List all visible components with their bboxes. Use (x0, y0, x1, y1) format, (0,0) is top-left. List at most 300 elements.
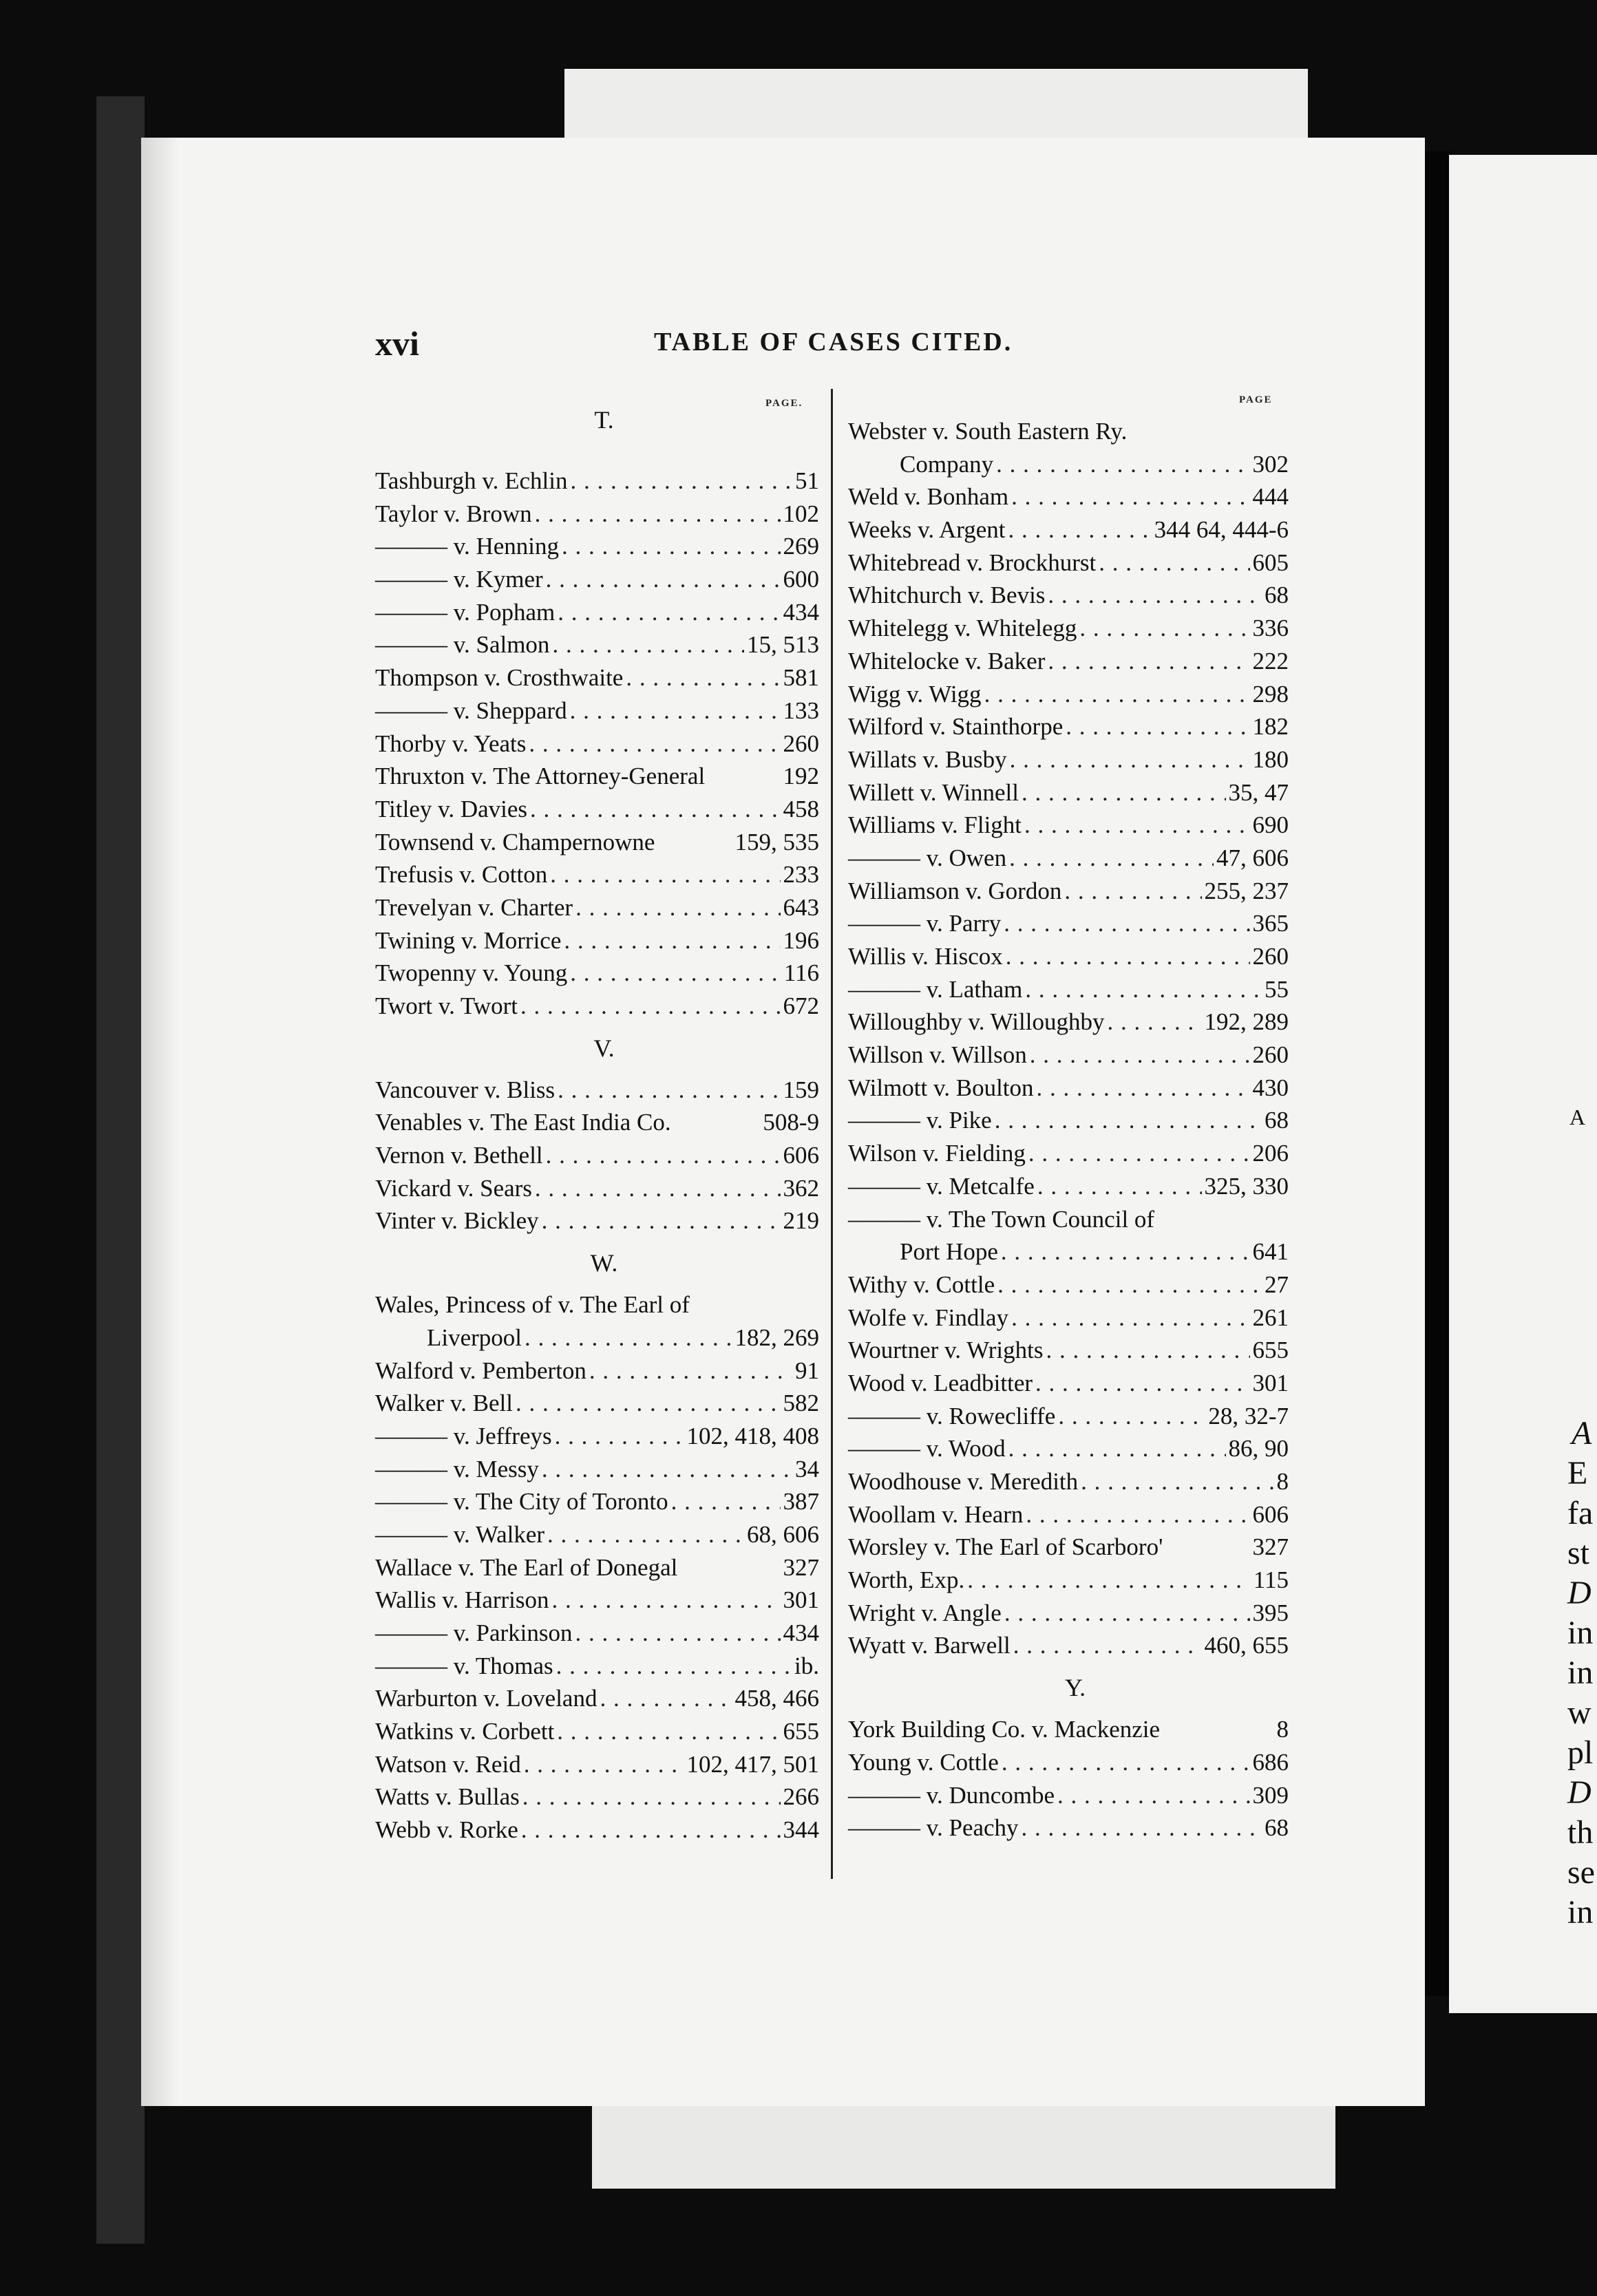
dot-leader (1107, 1006, 1201, 1039)
case-entry (375, 1420, 819, 1453)
case-name: Woollam v. Hearn (848, 1500, 1024, 1528)
case-name: ——— v. Owen (848, 844, 1007, 871)
case-page-ref: 91 (795, 1357, 819, 1384)
case-entry (375, 1354, 819, 1388)
case-entry (848, 678, 1289, 711)
case-page-ref: 643 (783, 893, 819, 921)
case-name: Thompson v. Crosthwaite (375, 664, 624, 692)
case-entry (375, 1518, 819, 1551)
case-name: Weld v. Bonham (848, 483, 1009, 511)
dot-leader (535, 498, 781, 531)
case-entry (375, 1139, 819, 1172)
case-page-ref: 269 (783, 533, 819, 560)
case-page-ref: ib. (794, 1652, 819, 1679)
case-name: Wilmott v. Boulton (848, 1074, 1034, 1101)
dot-leader (1004, 907, 1249, 940)
case-name: ——— v. Peachy (848, 1814, 1019, 1842)
case-entry (375, 498, 819, 531)
case-name: Worth, Exp. (848, 1566, 965, 1594)
dot-leader (967, 1564, 1251, 1597)
dot-leader (1099, 546, 1249, 580)
case-entry (848, 1779, 1289, 1812)
dot-leader (1004, 1597, 1250, 1630)
case-name: ——— v. Metcalfe (848, 1172, 1035, 1200)
dot-leader (1010, 743, 1250, 776)
dot-leader (1048, 579, 1262, 612)
facing-page-letter: E (1567, 1455, 1588, 1491)
case-page-ref: 600 (783, 566, 819, 593)
case-entry (848, 1432, 1289, 1465)
case-name: Wilford v. Stainthorpe (848, 713, 1064, 741)
case-entry (375, 1682, 819, 1715)
facing-page-letter: D (1567, 1575, 1591, 1611)
case-entry (375, 530, 819, 563)
case-name: Wallace v. The Earl of Donegal (375, 1553, 678, 1581)
case-page-ref: 309 (1252, 1781, 1289, 1809)
dot-leader (522, 1781, 781, 1814)
case-name: York Building Co. v. Mackenzie (848, 1716, 1161, 1743)
case-name: Webster v. South Eastern Ry. (848, 418, 1128, 445)
dot-leader (1048, 645, 1249, 678)
case-page-ref: 581 (783, 664, 819, 692)
dot-leader (995, 1104, 1262, 1137)
dot-leader (575, 1617, 780, 1650)
left-case-column (375, 399, 819, 1847)
case-page-ref: 102, 418, 408 (686, 1422, 819, 1449)
case-name: Company (900, 450, 994, 478)
facing-page (1449, 155, 1597, 2013)
dot-leader (1079, 612, 1249, 645)
case-name: Woodhouse v. Meredith (848, 1468, 1079, 1495)
dot-leader (1006, 940, 1250, 973)
case-entry (848, 1811, 1289, 1845)
case-page-ref: 606 (783, 1142, 819, 1169)
dot-leader (1002, 1746, 1250, 1779)
case-page-ref: 219 (783, 1207, 819, 1235)
case-entry (848, 1465, 1289, 1498)
case-page-ref: 690 (1252, 811, 1289, 839)
case-name: Young v. Cottle (848, 1748, 999, 1776)
case-entry (375, 1814, 819, 1847)
section-letter: W. (590, 1249, 618, 1277)
case-page-ref: 327 (783, 1553, 819, 1581)
dot-leader (552, 1584, 781, 1617)
facing-page-letter: A (1572, 1415, 1592, 1452)
case-name: Willson v. Willson (848, 1041, 1027, 1069)
case-entry (375, 694, 819, 727)
case-page-ref: 686 (1252, 1748, 1289, 1776)
case-name: Willis v. Hiscox (848, 943, 1003, 970)
case-page-ref: 133 (783, 697, 819, 724)
case-page-ref: 672 (783, 992, 819, 1019)
case-page-ref: 458 (783, 795, 819, 822)
case-entry (848, 809, 1289, 842)
case-page-ref: 605 (1252, 549, 1289, 576)
dot-leader (562, 530, 780, 563)
dot-leader (1013, 1629, 1202, 1662)
case-name: Taylor v. Brown (375, 500, 532, 527)
case-page-ref: 182 (1252, 713, 1289, 741)
case-page-ref: 434 (783, 1619, 819, 1646)
dot-leader (570, 694, 781, 727)
case-entry (848, 1746, 1289, 1779)
case-entry (375, 760, 819, 793)
case-page-ref: 344 (783, 1816, 819, 1844)
case-page-ref: 606 (1252, 1500, 1289, 1528)
case-entry (848, 842, 1289, 875)
case-page-ref: 34 (795, 1455, 819, 1482)
case-page-ref: 102 (783, 500, 819, 527)
dot-leader (1064, 875, 1201, 908)
dot-leader (550, 858, 780, 891)
case-name: ——— v. Sheppard (375, 697, 567, 724)
case-name: Wallis v. Harrison (375, 1586, 549, 1614)
facing-page-letter: A (1569, 1105, 1586, 1129)
case-name: Trefusis v. Cotton (375, 861, 548, 889)
case-name: Twort v. Twort (375, 992, 518, 1019)
dot-leader (570, 957, 781, 990)
case-page-ref: 641 (1252, 1238, 1289, 1266)
case-name: Williams v. Flight (848, 811, 1022, 839)
case-page-ref: 260 (1252, 943, 1289, 970)
case-entry (848, 645, 1289, 678)
facing-page-letter: fa (1567, 1495, 1594, 1531)
case-page-ref: 102, 417, 501 (686, 1750, 819, 1778)
case-name: Thruxton v. The Attorney-General (375, 763, 706, 790)
case-page-ref: 233 (783, 861, 819, 889)
case-name: Trevelyan v. Charter (375, 893, 573, 921)
case-page-ref: 336 (1252, 615, 1289, 642)
right-case-column (848, 415, 1289, 1845)
case-page-ref: 35, 47 (1228, 778, 1289, 806)
case-entry (848, 1039, 1289, 1072)
case-entry (848, 415, 1289, 448)
case-name: Williamson v. Gordon (848, 877, 1062, 904)
case-page-ref: 260 (783, 730, 819, 757)
case-page-ref: 159, 535 (734, 828, 819, 855)
case-entry (375, 596, 819, 629)
case-page-ref: 655 (783, 1718, 819, 1745)
dot-leader (564, 924, 780, 957)
case-page-ref: 395 (1252, 1599, 1289, 1626)
case-name: ——— v. Latham (848, 975, 1023, 1003)
case-page-ref: 261 (1252, 1304, 1289, 1331)
case-page-ref: 222 (1252, 647, 1289, 674)
case-page-ref: 68 (1265, 1107, 1289, 1134)
case-page-ref: 444 (1252, 483, 1289, 511)
case-page-ref: 508-9 (763, 1109, 819, 1136)
case-entry (375, 1387, 819, 1420)
case-page-ref: 192, 289 (1204, 1008, 1289, 1036)
dot-leader (546, 563, 781, 596)
case-entry (375, 1748, 819, 1781)
section-letter: Y. (1064, 1674, 1086, 1702)
page-title: TABLE OF CASES CITED. (654, 328, 1013, 357)
case-page-ref: 68, 606 (747, 1520, 819, 1548)
dot-leader (570, 465, 792, 498)
case-entry (848, 1268, 1289, 1301)
case-entry (848, 1334, 1289, 1367)
case-page-ref: 301 (1252, 1369, 1289, 1396)
case-page-ref: 655 (1252, 1337, 1289, 1364)
case-entry (848, 1170, 1289, 1203)
case-name: ——— v. Duncombe (848, 1781, 1055, 1809)
case-entry (375, 661, 819, 694)
case-entry (375, 1781, 819, 1814)
case-name: Titley v. Davies (375, 795, 528, 822)
case-entry (375, 1617, 819, 1650)
case-name: Willett v. Winnell (848, 778, 1019, 806)
dot-leader (558, 1074, 780, 1107)
case-entry (848, 1104, 1289, 1137)
case-page-ref: 8 (1276, 1468, 1289, 1495)
case-name: ——— v. Pike (848, 1107, 992, 1134)
dot-leader (530, 793, 780, 826)
case-name: Walker v. Bell (375, 1390, 513, 1417)
case-entry (375, 465, 819, 498)
page-column-label: PAGE (1239, 394, 1273, 405)
case-entry (848, 776, 1289, 809)
dot-leader (1046, 1334, 1250, 1367)
case-name: Tashburgh v. Echlin (375, 467, 568, 494)
case-entry (848, 1301, 1289, 1335)
dot-leader (1028, 1137, 1250, 1170)
case-name: Vancouver v. Bliss (375, 1076, 556, 1103)
case-entry (375, 1172, 819, 1205)
section-letter: V. (593, 1034, 615, 1062)
case-name: Wilson v. Fielding (848, 1140, 1026, 1167)
case-page-ref: 192 (783, 763, 819, 790)
dot-leader (575, 891, 780, 924)
case-name: Wyatt v. Barwell (848, 1632, 1011, 1659)
case-page-ref: 460, 655 (1204, 1632, 1289, 1659)
dot-leader (535, 1172, 781, 1205)
dot-leader (1001, 1235, 1250, 1268)
case-name: ——— v. Salmon (375, 631, 550, 659)
case-entry (848, 612, 1289, 645)
case-entry (375, 826, 819, 859)
case-page-ref: 116 (783, 959, 819, 987)
case-entry (375, 1074, 819, 1107)
case-page-ref: 325, 330 (1204, 1172, 1289, 1200)
case-entry (375, 1551, 819, 1584)
case-page-ref: 327 (1252, 1533, 1289, 1561)
dot-leader (1081, 1465, 1273, 1498)
case-name: Wood v. Leadbitter (848, 1369, 1033, 1396)
dot-leader (529, 727, 780, 761)
facing-page-letter: st (1567, 1535, 1590, 1571)
dot-leader (1025, 973, 1262, 1006)
case-entry (848, 1400, 1289, 1433)
dot-leader (1009, 842, 1214, 875)
dot-leader (525, 1321, 732, 1354)
case-name: Twining v. Morrice (375, 926, 562, 954)
case-page-ref: 387 (783, 1488, 819, 1516)
case-entry (375, 891, 819, 924)
case-name: Whitchurch v. Bevis (848, 582, 1046, 609)
case-page-ref: 344 64, 444-6 (1154, 516, 1289, 544)
case-name: ——— v. Henning (375, 533, 560, 560)
case-page-ref: 68 (1265, 1814, 1289, 1842)
case-entry (375, 1584, 819, 1617)
dot-leader (589, 1354, 792, 1388)
column-divider (831, 389, 833, 1879)
case-entry (375, 1485, 819, 1518)
dot-leader (556, 1650, 792, 1683)
dot-leader (1008, 1432, 1226, 1465)
dot-leader (1008, 513, 1152, 546)
facing-page-letter: th (1567, 1814, 1594, 1851)
dot-leader (555, 1420, 684, 1453)
case-entry (375, 1715, 819, 1748)
dot-leader (557, 1715, 780, 1748)
dot-leader (996, 448, 1249, 481)
dot-leader (546, 1139, 781, 1172)
case-entry (375, 1453, 819, 1486)
case-page-ref: 434 (783, 598, 819, 626)
dot-leader (1035, 1367, 1249, 1400)
facing-page-letter: pl (1567, 1734, 1594, 1771)
case-page-ref: 15, 513 (747, 631, 819, 659)
dot-leader (1058, 1400, 1205, 1433)
case-page-ref: 8 (1276, 1716, 1289, 1743)
case-name: Worsley v. The Earl of Scarboro' (848, 1533, 1163, 1561)
case-entry (848, 1629, 1289, 1662)
dot-leader (1022, 776, 1226, 809)
case-name: Wigg v. Wigg (848, 680, 982, 708)
case-name: Watson v. Reid (375, 1750, 521, 1778)
facing-page-letter: D (1567, 1774, 1591, 1811)
dot-leader (1011, 480, 1249, 513)
dot-leader (547, 1518, 744, 1551)
case-page-ref: 159 (783, 1076, 819, 1103)
case-name: ——— v. The Town Council of (848, 1205, 1155, 1233)
case-name: Wales, Princess of v. The Earl of (375, 1291, 690, 1319)
case-name: Watkins v. Corbett (375, 1718, 555, 1745)
case-page-ref: 115 (1253, 1566, 1289, 1594)
case-entry (848, 1564, 1289, 1597)
case-entry (375, 1321, 819, 1354)
case-name: Wourtner v. Wrights (848, 1337, 1044, 1364)
case-page-ref: 298 (1252, 680, 1289, 708)
case-name: Vinter v. Bickley (375, 1207, 539, 1235)
case-entry (375, 1288, 819, 1321)
case-name: ——— v. Messy (375, 1455, 539, 1482)
scan-background-strip (592, 2092, 1335, 2189)
case-entry (848, 1498, 1289, 1531)
dot-leader (1022, 1811, 1262, 1845)
dot-leader (671, 1485, 781, 1518)
facing-page-letter: se (1567, 1854, 1595, 1891)
case-entry (848, 875, 1289, 908)
dot-leader (524, 1748, 684, 1781)
case-name: ——— v. Wood (848, 1435, 1006, 1463)
case-entry (375, 990, 819, 1023)
case-entry (375, 727, 819, 761)
case-name: Twopenny v. Young (375, 959, 568, 987)
case-name: ——— v. Parkinson (375, 1619, 573, 1646)
case-page-ref: 362 (783, 1174, 819, 1202)
case-name: Webb v. Rorke (375, 1816, 518, 1844)
dot-leader (520, 990, 780, 1023)
facing-page-letter: w (1567, 1694, 1591, 1731)
case-name: Walford v. Pemberton (375, 1357, 586, 1384)
case-entry (848, 579, 1289, 612)
dot-leader (600, 1682, 732, 1715)
dot-leader (1026, 1498, 1249, 1531)
facing-page-letter: in (1567, 1655, 1594, 1691)
dot-leader (521, 1814, 781, 1847)
dot-leader (1024, 809, 1249, 842)
dot-leader (552, 628, 744, 661)
case-entry (848, 907, 1289, 940)
case-name: Willoughby v. Willoughby (848, 1008, 1105, 1036)
case-entry (375, 957, 819, 990)
case-name: Willats v. Busby (848, 745, 1007, 773)
case-page-ref: 458, 466 (734, 1685, 819, 1712)
case-page-ref: 28, 32-7 (1208, 1402, 1289, 1429)
dot-leader (984, 678, 1250, 711)
case-entry (375, 628, 819, 661)
facing-page-letter: in (1567, 1615, 1594, 1651)
case-entry (848, 973, 1289, 1006)
case-page-ref: 582 (783, 1390, 819, 1417)
dot-leader (1057, 1779, 1249, 1812)
case-name: Liverpool (427, 1324, 522, 1351)
case-name: ——— v. Thomas (375, 1652, 553, 1679)
facing-page-letter: in (1567, 1894, 1594, 1931)
case-name: ——— v. Popham (375, 598, 556, 626)
case-name: ——— v. Parry (848, 910, 1002, 937)
case-name: ——— v. Walker (375, 1520, 545, 1548)
case-entry (375, 793, 819, 826)
case-entry (848, 448, 1289, 481)
case-page-ref: 182, 269 (734, 1324, 819, 1351)
dot-leader (542, 1204, 781, 1237)
case-page-ref: 68 (1265, 582, 1289, 609)
case-entry (375, 1106, 819, 1139)
case-entry (375, 1204, 819, 1237)
case-name: ——— v. Kymer (375, 566, 543, 593)
case-name: Port Hope (900, 1238, 998, 1266)
case-name: Venables v. The East India Co. (375, 1109, 671, 1136)
case-name: Whitebread v. Brockhurst (848, 549, 1097, 576)
case-entry (848, 513, 1289, 546)
case-entry (848, 1006, 1289, 1039)
gutter-shadow (1425, 151, 1452, 1996)
dot-leader (997, 1268, 1262, 1301)
case-name: Watts v. Bullas (375, 1783, 520, 1811)
case-name: Vickard v. Sears (375, 1174, 532, 1202)
case-entry (848, 480, 1289, 513)
page-column-label: PAGE. (765, 398, 803, 409)
case-entry (848, 710, 1289, 743)
dot-leader (1066, 710, 1249, 743)
case-entry (375, 563, 819, 596)
case-name: Whitelocke v. Baker (848, 647, 1046, 674)
case-entry (848, 1597, 1289, 1630)
dot-leader (558, 596, 780, 629)
case-page-ref: 196 (783, 926, 819, 954)
case-entry (848, 546, 1289, 580)
case-entry (848, 1531, 1289, 1564)
case-page-ref: 55 (1265, 975, 1289, 1003)
case-entry (375, 858, 819, 891)
dot-leader (542, 1453, 792, 1486)
case-page-ref: 255, 237 (1204, 877, 1289, 904)
case-page-ref: 180 (1252, 745, 1289, 773)
case-name: Wolfe v. Findlay (848, 1304, 1009, 1331)
